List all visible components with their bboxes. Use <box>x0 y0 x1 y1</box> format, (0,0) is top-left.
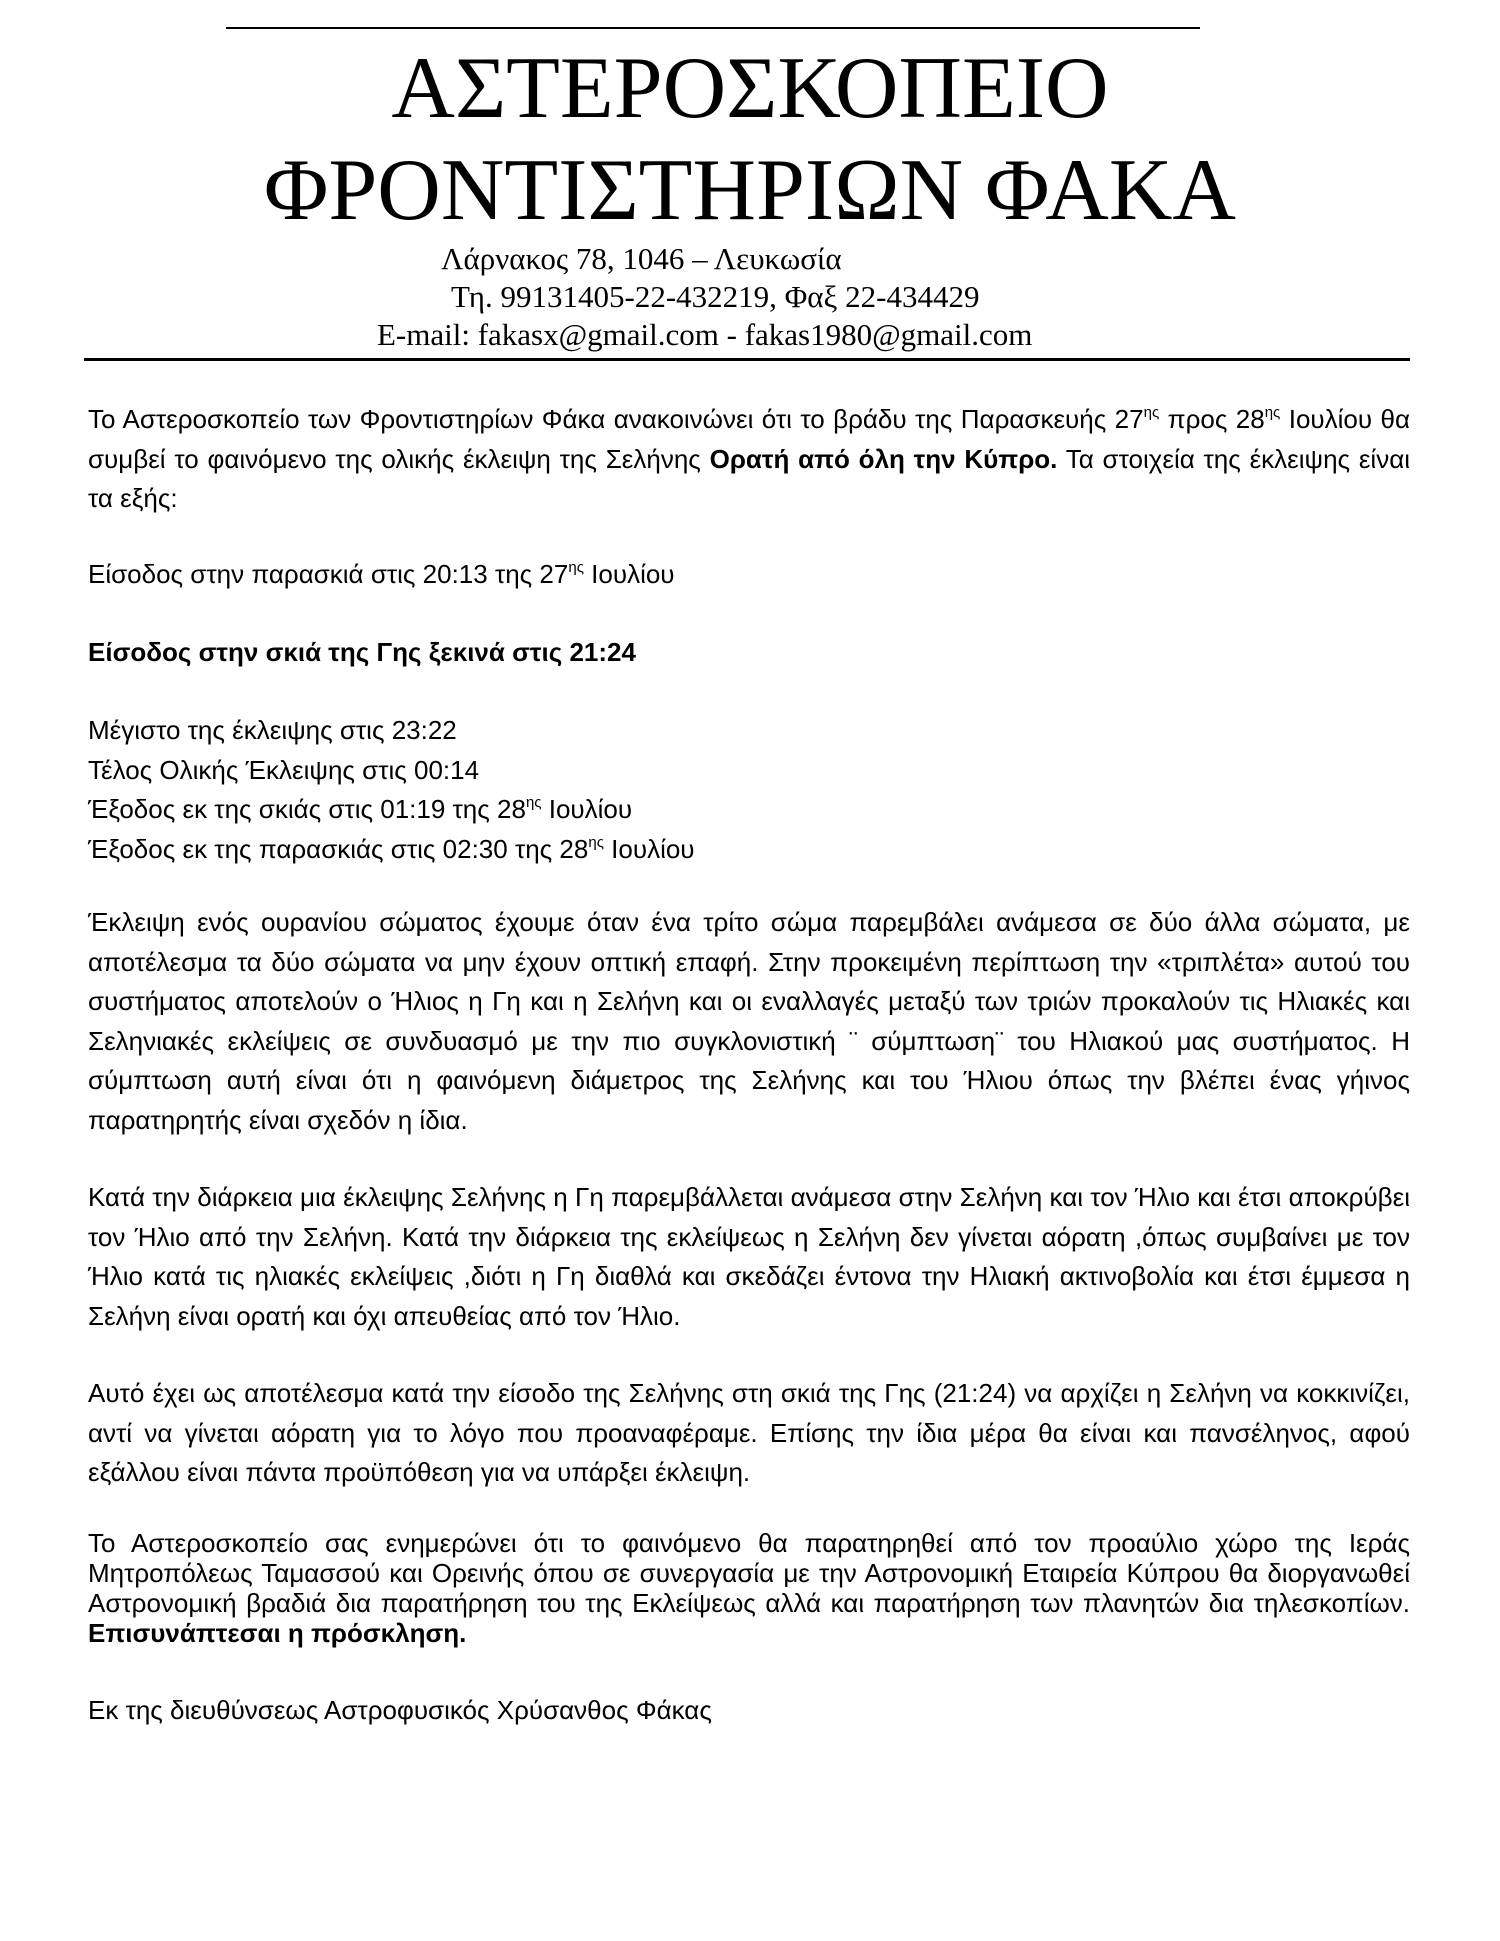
intro-paragraph: Το Αστεροσκοπείο των Φροντιστηρίων Φάκα ανακοινώνει ότι το βράδυ της Παρασκευής $27^{\eta\varsigma}$ προς $28^{\eta\varsigma}$ Ιουλίου θα συμβεί το φαινόμενο της ολικής έκλειψη της Σελήνης Ορατή από όλη την Κύπρο. Τα στοιχεία της έκλειψης είναι τα εξής: <box>88 404 1411 514</box>
header-bottom-rule <box>84 358 1410 361</box>
eclipse-explanation-paragraph: Έκλειψη ενός ουρανίου σώματος έχουμε όταν ένα τρίτο σώμα παρεμβάλει ανάμεσα σε δύο άλλα σώματα, με αποτέλεσμα τα δύο σώματα να μην έχουν οπτική επαφή. Στην προκειμένη περίπτωση την «τριπλέτα» αυτού του συστήματος αποτελούν ο Ήλιος η Γη και η Σελήνη και οι εναλλαγές μεταξύ των τριών προκαλούν τις Ηλιακές και Σεληνιακές εκλείψεις σε συνδυασμό με την πιο συγκλονιστική ¨ σύμπτωση¨ του Ηλιακού μας συστήματος. Η σύμπτωση αυτή είναι ότι η φαινόμενη διάμετρος της Σελήνης και του Ήλιου όπως την βλέπει ένας γήινος παρατηρητής είναι σχεδόν η ίδια. <box>88 907 1410 1135</box>
tutoring-center-name: ΦΡΟΝΤΙΣΤΗΡΙΩΝ ΦΑΚΑ <box>264 142 1236 239</box>
penumbra-entry-line: Είσοδος στην παρασκιά στις 20:13 της $27^{\eta\varsigma}$ Ιουλίου <box>88 559 675 589</box>
observatory-name: ΑΣΤΕΡΟΣΚΟΠΕΙΟ <box>391 40 1109 137</box>
umbra-exit-line: Έξοδος εκ της σκιάς στις 01:19 της $28^{\eta\varsigma}$ Ιουλίου <box>88 794 633 825</box>
totality-end-line: Τέλος Ολικής Έκλειψης στις 00:14 <box>88 754 480 785</box>
lunar-eclipse-paragraph: Κατά την διάρκεια μια έκλειψης Σελήνης η Γη παρεμβάλλεται ανάμεσα στην Σελήνη και τον Ήλιο και έτσι αποκρύβει τον Ήλιο από την Σελήνη. Κατά την διάρκεια της εκλείψεως η Σελήνη δεν γίνεται αόρατη ,όπως συμβαίνει με τον Ήλιο κατά τις ηλιακές εκλείψεις ,διότι η Γη διαθλά και σκεδάζει έντονα την Ηλιακή ακτινοβολία και έτσι έμμεσα η Σελήνη είναι ορατή και όχι απευθείας από τον Ήλιο. <box>88 1182 1410 1331</box>
signature: Εκ της διευθύνσεως Αστροφυσικός Χρύσανθος Φάκας <box>88 1695 712 1725</box>
header-top-rule <box>226 27 1200 29</box>
observation-event-paragraph: Το Αστεροσκοπείο σας ενημερώνει ότι το φαινόμενο θα παρατηρηθεί από τον προαύλιο χώρο της Ιεράς Μητροπόλεως Ταμασσού και Ορεινής όπου σε συνεργασία με την Αστρονομική Εταιρεία Κύπρου θα διοργανωθεί Αστρονομική βραδιά δια παρατήρηση του της Εκλείψεως αλλά και παρατήρηση των πλανητών δια τηλεσκοπίων. Επισυνάπτεσαι η πρόσκληση. <box>88 1528 1410 1648</box>
invitation-note: Επισυνάπτεσαι η πρόσκληση. <box>88 1618 467 1648</box>
phone-fax: Τη. 99131405-22-432219, Φαξ 22-434429 <box>451 279 980 314</box>
postal-address: Λάρνακος 78, 1046 – Λευκωσία <box>441 241 842 276</box>
umbra-entry-line: Είσοδος στην σκιά της Γης ξεκινά στις 21:24 <box>88 637 636 667</box>
email-addresses: E-mail: fakasx@gmail.com - fakas1980@gmail.com <box>377 317 1033 352</box>
red-moon-paragraph: Αυτό έχει ως αποτέλεσμα κατά την είσοδο της Σελήνης στη σκιά της Γης (21:24) να αρχίζει η Σελήνη να κοκκινίζει, αντί να γίνεται αόρατη για το λόγο που προαναφέραμε. Επίσης την ίδια μέρα θα είναι και πανσέληνος, αφού εξάλλου είναι πάντα προϋπόθεση για να υπάρξει έκλειψη. <box>88 1378 1410 1488</box>
visibility-note: Ορατή από όλη την Κύπρο. <box>709 443 1058 474</box>
eclipse-schedule <box>88 711 1410 869</box>
maximum-line: Μέγιστο της έκλειψης στις 23:22 <box>88 715 457 745</box>
penumbra-exit-line: Έξοδος εκ της παρασκιάς στις 02:30 της $28^{\eta\varsigma}$ Ιουλίου <box>88 833 695 864</box>
